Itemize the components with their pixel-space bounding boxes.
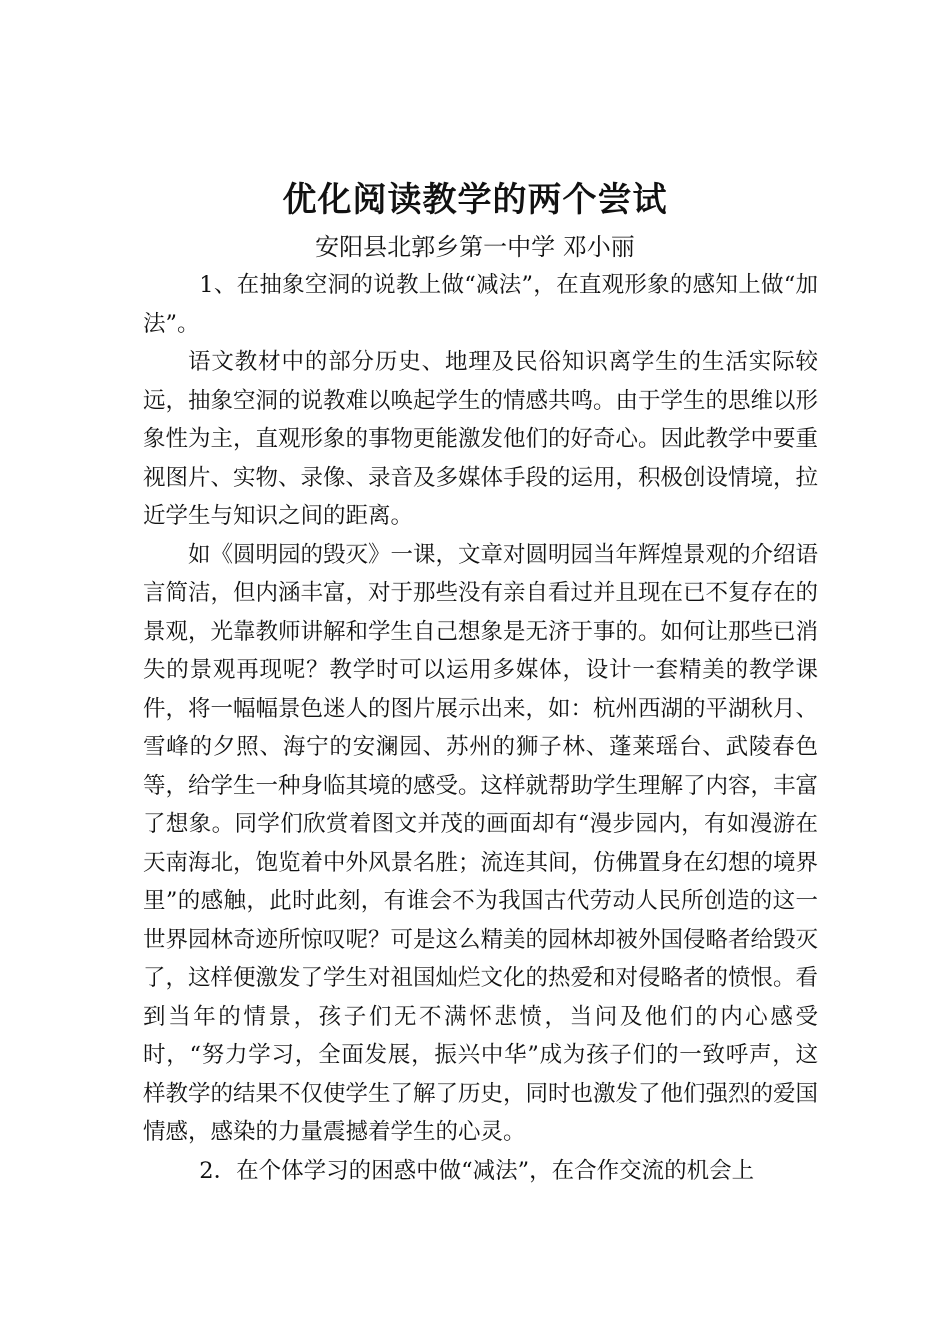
body-paragraph: 如《圆明园的毁灭》一课，文章对圆明园当年辉煌景观的介绍语言简洁，但内涵丰富，对于那些没有亲自看过并且现在已不复存在的景观，光靠教师讲解和学生自己想象是无济于事的。如何让那些已消失的景观再现呢？教学时可以运用多媒体，设计一套精美的教学课件，将一幅幅景色迷人的图片展示出来，如：杭州西湖的平湖秋月、雪峰的夕照、海宁的安澜园、苏州的狮子林、蓬莱瑶台、武陵春色等，给学生一种身临其境的感受。这样就帮助学生理解了内容，丰富了想象。同学们欣赏着图文并茂的画面却有“漫步园内，有如漫游在天南海北，饱览着中外风景名胜；流连其间，仿佛置身在幻想的境界里”的感触，此时此刻，有谁会不为我国古代劳动人民所创造的这一世界园林奇迹所惊叹呢？可是这么精美的园林却被外国侵略者给毁灭了，这样便激发了学生对祖国灿烂文化的热爱和对侵略者的愤恨。看到当年的情景，孩子们无不满怀悲愤，当问及他们的内心感受时，“努力学习，全面发展，振兴中华”成为孩子们的一致呼声，这样教学的结果不仅使学生了解了历史，同时也激发了他们强烈的爱国情感，感染的力量震撼着学生的心灵。 <box>143 541 819 1145</box>
author-byline: 安阳县北郭乡第一中学 邓小丽 <box>315 233 635 261</box>
section-heading-2: 2．在个体学习的困惑中做“减法”，在合作交流的机会上 <box>199 1157 755 1184</box>
document-title: 优化阅读教学的两个尝试 <box>282 180 668 220</box>
body-paragraph: 语文教材中的部分历史、地理及民俗知识离学生的生活实际较远，抽象空洞的说教难以唤起学生的情感共鸣。由于学生的思维以形象性为主，直观形象的事物更能激发他们的好奇心。因此教学中要重视图片、实物、录像、录音及多媒体手段的运用，积极创设情境，拉近学生与知识之间的距离。 <box>143 349 819 529</box>
document-body <box>143 266 818 1190</box>
section-heading-1: 1、在抽象空洞的说教上做“减法”，在直观形象的感知上做“加法”。 <box>143 272 818 337</box>
